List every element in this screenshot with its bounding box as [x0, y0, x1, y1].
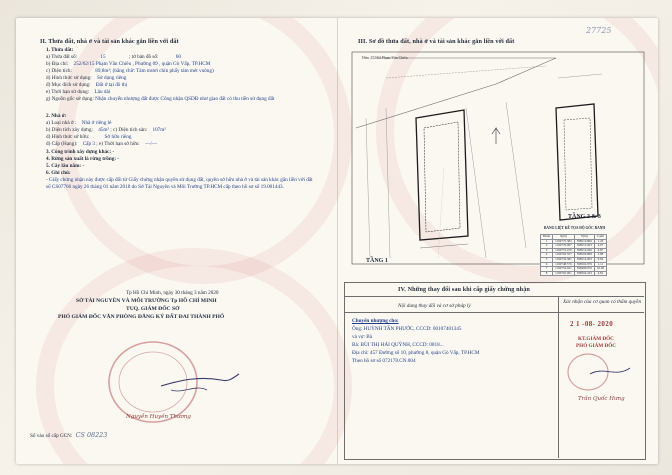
house-area-row	[46, 127, 166, 134]
coord-cell: 1190748.576	[553, 262, 575, 267]
map-sheet-label: ; tờ bản đồ số:	[128, 54, 159, 60]
address-value: 252/62/15 Phạm Văn Chiêu , Phường 09 , quận Gò Vấp, TP.HCM	[73, 61, 211, 67]
confirm-signatory: Trần Quốc Hưng	[578, 396, 625, 402]
area-value: 89,8m²; (bằng chữ: Tám mươi chín phẩy tám mét vuông)	[95, 68, 214, 74]
parcel-no-label: a) Thửa đất số:	[46, 54, 78, 60]
coord-cell: 1.26	[594, 239, 606, 244]
floor-23-label: TẦNG 2 & 3	[568, 214, 601, 220]
coord-cell: 1190765.001	[553, 271, 575, 276]
coord-cell: 1190775.383	[553, 239, 575, 244]
coord-cell: 6	[541, 262, 553, 267]
term-label: e) Thời hạn sử dụng:	[46, 89, 90, 95]
term-row	[46, 89, 110, 96]
coord-cell: 1	[541, 239, 553, 244]
place-date: Tp Hồ Chí Minh, ngày 30 tháng 3 năm 2020	[126, 290, 219, 296]
grade-label: đ) Cấp (Hạng):	[46, 141, 78, 147]
parcel-row	[46, 54, 181, 61]
coord-cell: 598509.898	[574, 253, 594, 258]
production-forest: 4. Rừng sản xuất là rừng trồng: -	[46, 156, 120, 162]
coord-cell: 8	[541, 271, 553, 276]
right-page	[338, 18, 658, 464]
changes-col-confirm: Xác nhận của cơ quan có thẩm quyền	[562, 299, 642, 305]
coord-cell: 4.07	[594, 244, 606, 249]
map-sheet: 60	[175, 54, 181, 60]
term-value: Lâu dài	[94, 89, 111, 95]
purpose-value: Đất ở tại đô thị	[95, 82, 128, 88]
coord-cell: 1190754.021	[553, 267, 575, 272]
coord-cell: 4.87	[594, 248, 606, 253]
coord-table-title: BẢNG LIỆT KÊ TỌA ĐỘ GÓC RANH	[544, 226, 606, 230]
coord-cell: 3	[541, 248, 553, 253]
floor-area-value: 107m²	[152, 127, 166, 133]
coord-cell: 1190772.476	[553, 248, 575, 253]
own-form-row	[46, 134, 131, 141]
notes-heading: 6. Ghi chú:	[46, 170, 71, 176]
use-form-row	[46, 75, 126, 82]
authority-title: PHÓ GIÁM ĐỐC VĂN PHÒNG ĐĂNG KÝ ĐẤT ĐAI THÀNH PHỐ	[58, 314, 225, 320]
change-line: và vợ: Bà	[352, 334, 373, 340]
own-term-value: —/—	[145, 141, 157, 147]
use-form-value: Sử dụng riêng	[96, 75, 127, 81]
coord-cell: 598499.976	[574, 267, 594, 272]
coord-cell: 3.88	[594, 253, 606, 258]
coordinate-table	[540, 234, 607, 276]
entry-label: Số vào sổ cấp GCN:	[30, 433, 73, 439]
change-line: Theo hồ sơ số 072178.CN.004	[352, 358, 416, 364]
coord-row	[541, 271, 607, 276]
own-term-label: ; e) Thời hạn sở hữu:	[96, 141, 140, 147]
origin-value: Nhận chuyển nhượng đất được Công nhận QSDĐ như giao đất có thu tiền sử dụng đất	[95, 96, 275, 102]
own-form-label: d) Hình thức sở hữu:	[46, 134, 90, 140]
changes-column-divider	[558, 296, 559, 458]
land-use-certificate	[16, 18, 658, 464]
address-row	[46, 61, 210, 68]
entry-number: CS 08223	[75, 431, 108, 439]
changes-heading: IV. Những thay đổi sau khi cấp giấy chứng nhận	[398, 286, 530, 293]
grade-row	[46, 141, 157, 148]
area-label: c) Diện tích:	[46, 68, 72, 74]
coord-cell: 598514.026	[574, 248, 594, 253]
house-type-label: a) Loại nhà ở :	[46, 120, 77, 126]
coord-cell: 598510.866	[574, 239, 594, 244]
own-form-value: Sở hữu riêng	[104, 134, 132, 140]
section-title-diagram: III. Sơ đồ thửa đất, nhà ở và tài sản khác gắn liền với đất	[358, 38, 515, 45]
coord-header-cell: Cạnh	[594, 235, 606, 240]
area-row	[46, 68, 214, 75]
coord-header-cell: X(m)	[553, 235, 575, 240]
floor-1-label: TẦNG 1	[366, 258, 388, 264]
coord-cell: 1.11	[594, 262, 606, 267]
purpose-label: đ) Mục đích sử dụng:	[46, 82, 91, 88]
coord-cell: 7	[541, 267, 553, 272]
signatory-name: Nguyễn Huyền Thương	[126, 414, 191, 420]
change-line: Bà: BÙI THỊ HẢI QUỲNH, CCCD: 0818...	[352, 342, 444, 348]
use-form-label: d) Hình thức sử dụng:	[46, 75, 92, 81]
confirm-date-stamp: 2 1 -08- 2020	[570, 320, 614, 328]
confirm-title-1: KT.GIÁM ĐỐC	[578, 336, 614, 342]
confirm-seal-signature	[560, 348, 644, 398]
change-line: Ông: HUỲNH TẤN PHƯỚC, CCCD: 00107401345	[352, 326, 462, 332]
authority-delegation: TUQ. GIÁM ĐỐC SỞ	[126, 306, 180, 312]
built-area-value: 45m²	[98, 127, 109, 133]
section-title-land: II. Thửa đất, nhà ở và tài sản khác gắn liền với đất	[40, 38, 179, 45]
coord-cell: 598504.223	[574, 271, 594, 276]
coord-header-cell: Điểm	[541, 235, 553, 240]
coord-cell: 2	[541, 244, 553, 249]
coord-cell: 1190776.007	[553, 244, 575, 249]
changes-header-rule	[344, 312, 644, 313]
coord-cell: 598502.979	[574, 262, 594, 267]
changes-col-content: Nội dung thay đổi và cơ sở pháp lý	[398, 303, 471, 309]
left-page	[16, 18, 336, 464]
confirm-title-2: PHÓ GIÁM ĐỐC	[576, 343, 617, 349]
coord-cell: 1190763.357	[553, 253, 575, 258]
notes-text: - Giấy chứng nhận này được cấp đổi từ Giấy chứng nhận quyền sử dụng đất, quyền sở hữu nhà ở và tài sản khác gắn liền với đất số CS07766 ngày 26 tháng 01 năm 2018 do Sở Tài Nguyên và Môi Trường TP.HCM cấp theo hồ sơ số 19.001443.	[46, 177, 313, 190]
coord-cell: 10.00	[594, 267, 606, 272]
coord-cell: 1190754.381	[553, 257, 575, 262]
built-area-label: b) Diện tích xây dựng:	[46, 127, 93, 133]
other-construction: 3. Công trình xây dựng khác: -	[46, 149, 115, 155]
house-type-value: Nhà ở riêng lẻ	[81, 120, 112, 126]
perennial-trees: 5. Cây lâu năm: -	[46, 163, 85, 169]
origin-row	[46, 96, 316, 103]
coord-cell: 4	[541, 253, 553, 258]
street-label: Hẻm 252/62 Phạm Văn Chiêu	[362, 56, 408, 60]
address-label: b) Địa chỉ:	[46, 61, 69, 67]
entry-row	[30, 432, 107, 440]
coord-header-cell: Y(m)	[574, 235, 594, 240]
coord-cell: 598514.003	[574, 257, 594, 262]
coord-cell: 4.81	[594, 271, 606, 276]
floor-area-label: ; c) Diện tích sàn:	[110, 127, 148, 133]
purpose-row	[46, 82, 127, 89]
changes-divider	[344, 296, 644, 297]
coord-cell: 5	[541, 257, 553, 262]
corner-number: 27725	[586, 26, 612, 35]
house-type-row	[46, 120, 111, 127]
grade-value: Cấp 3	[82, 141, 95, 147]
land-heading: 1. Thửa đất:	[46, 47, 74, 53]
coord-cell: 9.94	[594, 257, 606, 262]
change-line: Địa chỉ: 457 Đường số 10, phường 8, quận Gò Vấp, TP.HCM	[352, 350, 480, 356]
change-entry-title: Chuyển nhượng cho:	[352, 318, 399, 324]
parcel-no: 15	[100, 54, 106, 60]
origin-label: g) Nguồn gốc sử dụng:	[46, 96, 94, 102]
house-heading: 2. Nhà ở:	[46, 113, 67, 119]
issuing-authority: SỞ TÀI NGUYÊN VÀ MÔI TRƯỜNG Tp HỒ CHÍ MINH	[76, 298, 217, 304]
coord-cell: 598512.003	[574, 244, 594, 249]
